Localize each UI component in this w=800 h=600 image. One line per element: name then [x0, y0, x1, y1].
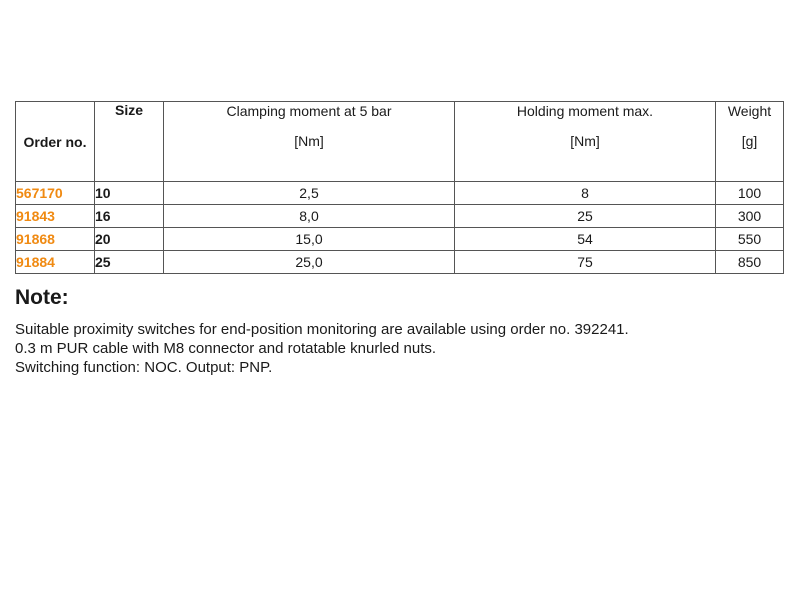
order-number-link[interactable]: 91884 — [16, 251, 95, 274]
order-number-link[interactable]: 91868 — [16, 228, 95, 251]
header-order-no: Order no. — [16, 102, 95, 182]
header-weight-unit: [g] — [741, 133, 758, 149]
clamping-moment-cell: 8,0 — [164, 205, 455, 228]
note-line-proximity-switches: Suitable proximity switches for end-position monitoring are available using order no. 392241. — [15, 321, 629, 338]
table-header-row — [16, 102, 784, 182]
weight-cell: 100 — [716, 182, 784, 205]
note-heading: Note: — [15, 286, 69, 309]
header-holding-moment — [455, 102, 716, 182]
size-cell: 10 — [95, 182, 164, 205]
header-holding-unit: [Nm] — [570, 133, 600, 149]
holding-moment-cell: 8 — [455, 182, 716, 205]
holding-moment-cell: 75 — [455, 251, 716, 274]
table-row — [16, 205, 784, 228]
header-clamping-unit: [Nm] — [294, 133, 324, 149]
weight-cell: 550 — [716, 228, 784, 251]
clamping-moment-cell: 25,0 — [164, 251, 455, 274]
header-size: Size — [95, 102, 164, 182]
table-row — [16, 251, 784, 274]
table-row — [16, 228, 784, 251]
holding-moment-cell: 54 — [455, 228, 716, 251]
clamping-moment-cell: 2,5 — [164, 182, 455, 205]
order-number-link[interactable]: 91843 — [16, 205, 95, 228]
weight-cell: 850 — [716, 251, 784, 274]
header-weight — [716, 102, 784, 182]
order-number-link[interactable]: 567170 — [16, 182, 95, 205]
note-line-cable: 0.3 m PUR cable with M8 connector and rotatable knurled nuts. — [15, 340, 437, 357]
header-holding-label: Holding moment max. — [516, 103, 654, 119]
clamping-moment-cell: 15,0 — [164, 228, 455, 251]
note-line-switching-function: Switching function: NOC. Output: PNP. — [15, 359, 273, 376]
header-weight-label: Weight — [727, 103, 772, 119]
size-cell: 25 — [95, 251, 164, 274]
size-cell: 20 — [95, 228, 164, 251]
table-row — [16, 182, 784, 205]
product-spec-table — [15, 101, 784, 274]
size-cell: 16 — [95, 205, 164, 228]
note-body — [15, 320, 629, 377]
holding-moment-cell: 25 — [455, 205, 716, 228]
header-clamping-label: Clamping moment at 5 bar — [226, 103, 392, 119]
header-clamping-moment — [164, 102, 455, 182]
weight-cell: 300 — [716, 205, 784, 228]
